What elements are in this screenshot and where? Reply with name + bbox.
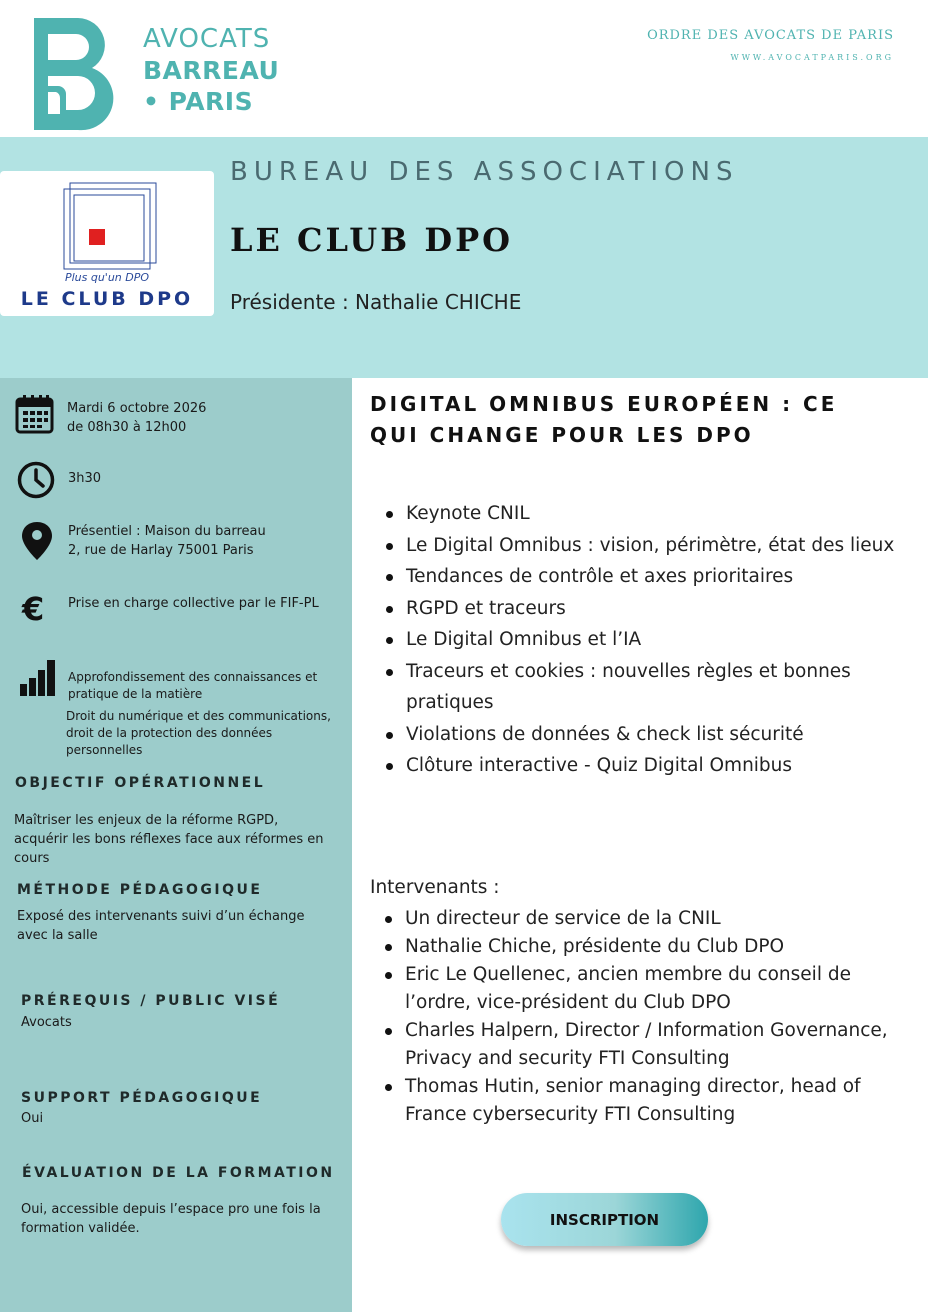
date-line: Mardi 6 octobre 2026 <box>67 401 207 416</box>
program-list <box>406 498 896 782</box>
level-line2: pratique de la matière <box>68 687 203 701</box>
speaker-item: Eric Le Quellenec, ancien membre du conseil de l’ordre, vice-président du Club DPO <box>405 961 905 1017</box>
duration-text: 3h30 <box>68 471 102 486</box>
methode-line: Exposé des intervenants suivi d’un échange <box>17 909 305 924</box>
ordre-title: ORDRE DES AVOCATS DE PARIS <box>647 28 894 43</box>
club-logo-name: LE CLUB DPO <box>20 288 194 310</box>
methode-title: MÉTHODE PÉDAGOGIQUE <box>17 882 263 898</box>
date-text <box>67 399 206 437</box>
club-title: LE CLUB DPO <box>230 221 514 259</box>
location-line1: Présentiel : Maison du barreau <box>68 524 266 539</box>
speaker-item: Un directeur de service de la CNIL <box>405 905 905 933</box>
funding-text: Prise en charge collective par le FIF-PL <box>68 596 319 611</box>
bureau-heading: BUREAU DES ASSOCIATIONS <box>230 157 739 187</box>
bar-chart-icon <box>18 658 58 698</box>
speakers-label: Intervenants : <box>370 877 500 898</box>
barreau-b-logo <box>26 14 120 134</box>
evaluation-line: formation validée. <box>21 1221 140 1236</box>
association-banner <box>0 137 928 378</box>
session-title <box>370 389 900 451</box>
euro-icon <box>18 588 58 628</box>
program-item: Traceurs et cookies : nouvelles règles et bonnes pratiques <box>406 656 896 719</box>
session-title-line2: QUI CHANGE POUR LES DPO <box>370 423 754 447</box>
evaluation-body <box>21 1200 321 1238</box>
location-pin-icon <box>18 520 58 560</box>
program-item: RGPD et traceurs <box>406 593 896 625</box>
prerequis-title: PRÉREQUIS / PUBLIC VISÉ <box>21 993 281 1009</box>
methode-body <box>17 907 305 945</box>
program-item: Le Digital Omnibus : vision, périmètre, état des lieux <box>406 530 896 562</box>
speaker-item: Thomas Hutin, senior managing director, head of France cybersecurity FTI Consulting <box>405 1073 905 1129</box>
calendar-icon <box>15 394 55 434</box>
presidente-line: Présidente : Nathalie CHICHE <box>230 290 522 314</box>
location-text <box>68 522 266 560</box>
program-item: Clôture interactive - Quiz Digital Omnibus <box>406 750 896 782</box>
session-title-line1: DIGITAL OMNIBUS EUROPÉEN : CE <box>370 392 838 416</box>
sidebar-panel <box>0 378 352 1312</box>
inscription-button[interactable]: INSCRIPTION <box>501 1193 708 1246</box>
club-squares-icon <box>60 181 160 276</box>
level-line1: Approfondissement des connaissances et <box>68 670 318 684</box>
brand-line-paris: • PARIS <box>143 87 254 116</box>
evaluation-title: ÉVALUATION DE LA FORMATION <box>22 1165 335 1181</box>
support-title: SUPPORT PÉDAGOGIQUE <box>21 1090 263 1106</box>
website-link[interactable]: WWW.AVOCATPARIS.ORG <box>730 53 894 62</box>
program-item: Keynote CNIL <box>406 498 896 530</box>
brand-line-barreau: BARREAU <box>143 56 280 85</box>
clock-icon <box>16 460 56 500</box>
page-header <box>0 0 928 137</box>
brand-line-avocats: AVOCATS <box>143 24 271 54</box>
objectif-title: OBJECTIF OPÉRATIONNEL <box>15 775 266 791</box>
speaker-item: Charles Halpern, Director / Information Governance, Privacy and security FTI Consulting <box>405 1017 905 1073</box>
brand-wordmark <box>143 26 279 114</box>
program-item: Tendances de contrôle et axes prioritaires <box>406 561 896 593</box>
objectif-line: cours <box>14 851 50 866</box>
club-logo-tagline: Plus qu'un DPO <box>64 271 150 284</box>
methode-line: avec la salle <box>17 928 98 943</box>
prerequis-body: Avocats <box>21 1015 72 1030</box>
speaker-item: Nathalie Chiche, présidente du Club DPO <box>405 933 905 961</box>
speakers-list <box>405 905 905 1129</box>
location-line2: 2, rue de Harlay 75001 Paris <box>68 543 254 558</box>
field-line1: Droit du numérique et des communications, <box>66 709 331 723</box>
field-text <box>66 708 352 759</box>
support-body: Oui <box>21 1111 44 1126</box>
program-item: Le Digital Omnibus et l’IA <box>406 624 896 656</box>
ordre-block <box>647 28 894 62</box>
time-line: de 08h30 à 12h00 <box>67 420 187 435</box>
field-line2: droit de la protection des données personnelles <box>66 726 273 757</box>
program-item: Violations de données & check list sécurité <box>406 719 896 751</box>
level-text <box>68 669 317 703</box>
objectif-line: acquérir les bons réflexes face aux réformes en <box>14 832 324 847</box>
svg-text:€: € <box>22 590 45 628</box>
club-dpo-logo <box>0 171 214 316</box>
objectif-body <box>14 811 323 868</box>
objectif-line: Maîtriser les enjeux de la réforme RGPD, <box>14 813 279 828</box>
evaluation-line: Oui, accessible depuis l’espace pro une fois la <box>21 1202 321 1217</box>
